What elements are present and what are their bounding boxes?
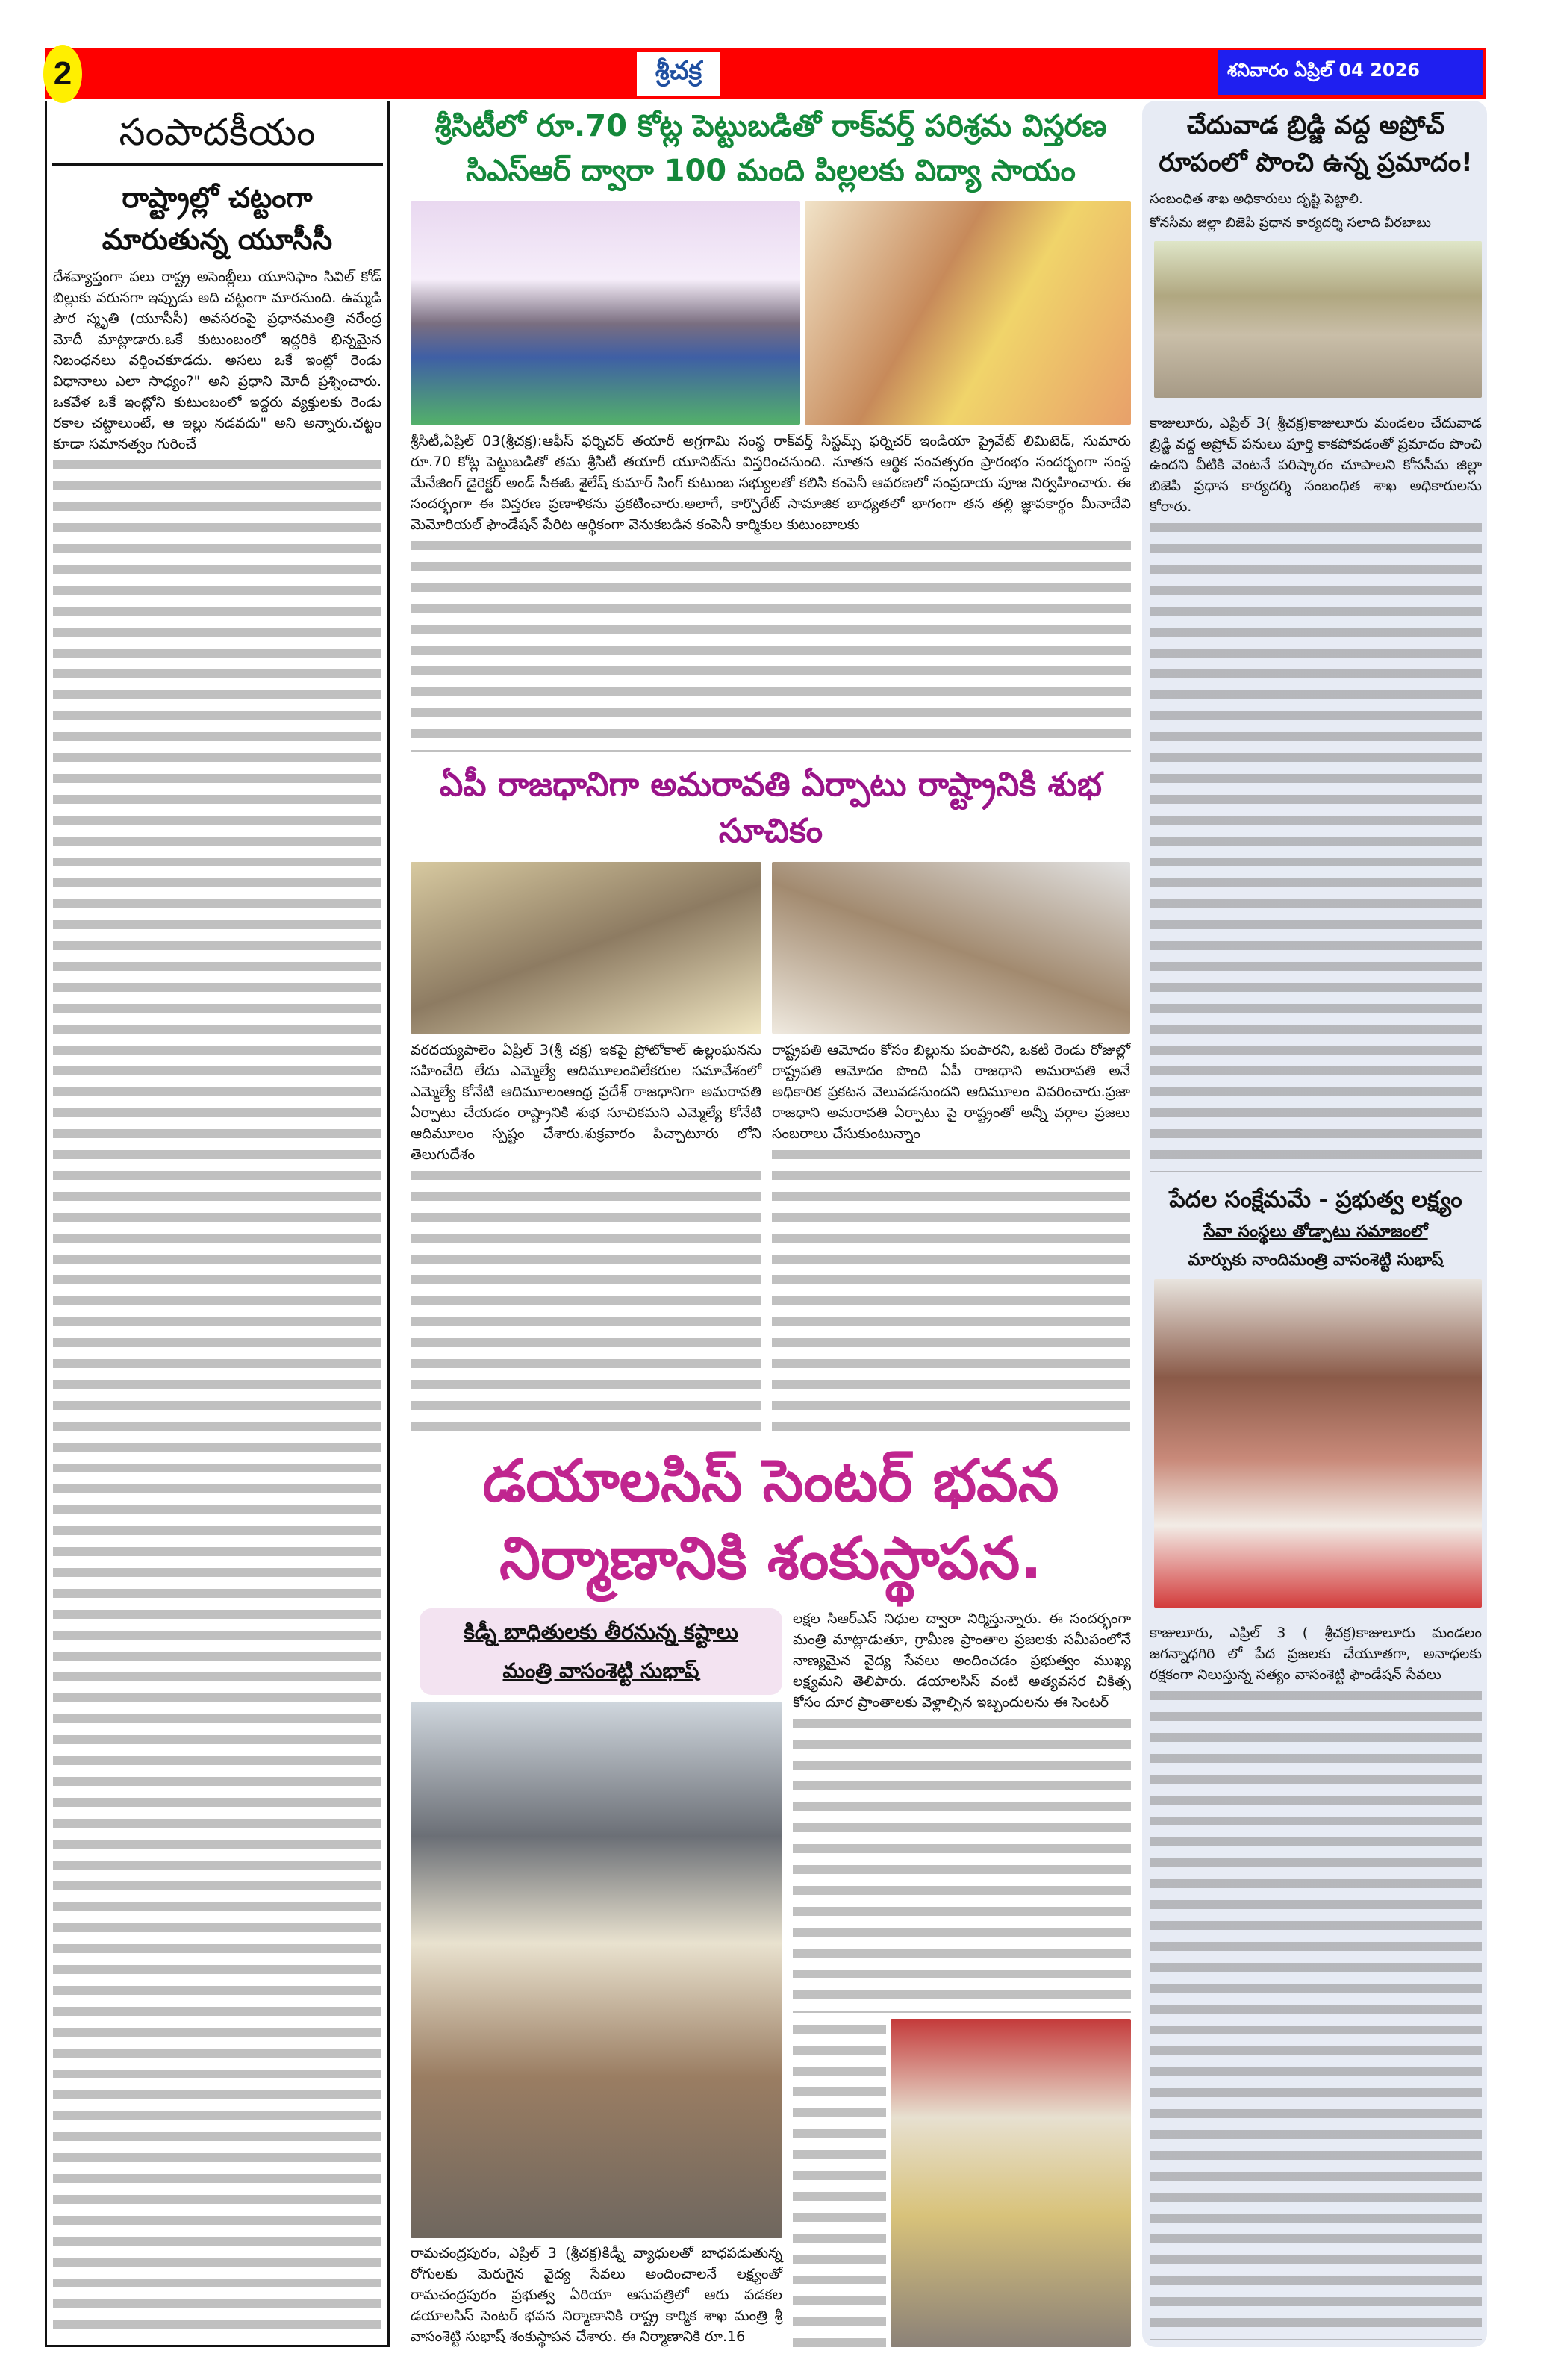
amaravati-body-col1-continued [411,1165,761,1435]
dialysis-body-narrow [793,2019,886,2347]
lead-photos [411,201,1131,425]
dialysis-section [411,1608,1131,2347]
lead-photo-group [411,201,800,425]
amaravati-body-col2: రాష్ట్రపతి ఆమోదం కోసం బిల్లును పంపారని, ఒకటి రెండు రోజుల్లో రాష్ట్రపతి ఆమోదం పొంది ఏపీ రాజధాని అమరావతి అనే అధికారిక ప్రకటన వెలువడనుందని ఆదిమూలం వివరించారు.ప్రజా రాజధాని అమరావతి ఏర్పాటు పై రాష్ట్రంతో అన్నీ వర్గాల ప్రజలు సంబరాలు చేసుకుంటున్నాం [772,1042,1130,1142]
welfare-body: కాజులూరు, ఎప్రిల్ 3 ( శ్రీచక్ర)కాజులూరు మండలం జగన్నాధగిరి లో పేద ప్రజలకు చేయూతగా, అనాధలకు రక్షకంగా నిలుస్తున్న సత్యం వాసంశెట్టి ఫౌండేషన్ సేవలు [1150,1625,1482,1683]
dialysis-ceremony-photo [891,2019,1131,2347]
dialysis-subhead-box: కిడ్నీ బాధితులకు తీరనున్న కష్టాలు మంత్రి వాసంశెట్టి సుభాష్ [420,1608,782,1695]
welfare-photo [1154,1279,1482,1608]
amaravati-photo-meeting [411,862,761,1034]
dialysis-foundation-photo [411,1702,782,2238]
lead-body: శ్రీసిటీ,ఏప్రిల్ 03(శ్రీచక్ర):ఆఫీస్ ఫర్నిచర్ తయారీ అగ్రగామి సంస్థ రాక్‌వర్త్ సిస్టమ్స్ ఫర్నిచర్ ఇండియా ప్రైవేట్ లిమిటెడ్, సుమారు రూ.70 కోట్ల పెట్టుబడితో తమ శ్రీసిటీ తయారీ యూనిట్‌ను విస్తరించనుంది. నూతన ఆర్థిక సంవత్సరం ప్రారంభం సందర్భంగా సంస్థ మేనేజింగ్ డైరెక్టర్ అండ్ సీఈఓ శైలేష్ కుమార్ సింగ్ కుటుంబ సభ్యులతో కలిసి కంపెనీ ఆవరణలో సంప్రదాయ పూజ నిర్వహించారు. ఈ సందర్భంగా ఈ విస్తరణ ప్రణాళికను ప్రకటించారు.అలాగే, కార్పొరేట్ సామాజిక బాధ్యతలో భాగంగా తన తల్లి జ్ఞాపకార్థం మీనాదేవి మెమోరియల్ ఫౌండేషన్ పేరిట ఆర్థికంగా వెనుకబడిన కంపెనీ కార్మికుల కుటుంబాలకు [411,433,1131,533]
bridge-body: కాజులూరు, ఎప్రిల్ 3( శ్రీచక్ర)కాజులూరు మండలం చేదువాడ బ్రిడ్జి వద్ద అప్రోచ్ పనులు పూర్తి కాకపోవడంతో ప్రమాదం పొంచి ఉందని వీటికి వెంటనే పరిష్కారం చూపాలని కోనసీమ జిల్లా బిజెపి ప్రధాన కార్యదర్శి సంబంధిత శాఖ అధికారులను కోరారు. [1150,415,1482,515]
amaravati-body-col2-continued [772,1144,1130,1435]
amaravati-body [411,1040,1131,1435]
bridge-headline: చేదువాడ బ్రిడ్జి వద్ద అప్రోచ్ రూపంలో పొంచి ఉన్న ప్రమాదం! [1159,110,1473,178]
amaravati-col2 [772,1040,1130,1435]
amaravati-photo-group [772,862,1130,1034]
editorial-headline: రాష్ట్రాల్లో చట్టంగా మారుతున్న యూసీసీ [102,181,333,256]
newspaper-logo: శ్రీచక్ర [637,52,720,96]
dialysis-lower [793,2019,1131,2347]
editorial-body: దేశవ్యాప్తంగా పలు రాష్ట్ర అసెంబ్లీలు యూనిఫాం సివిల్ కోడ్ బిల్లుకు వరుసగా ఇప్పుడు అది చట్టంగా మారనుంది. ఉమ్మడి పౌర స్మృతి (యూసీసీ) అవసరంపై ప్రధానమంత్రి నరేంద్ర మోదీ మాట్లాడారు.ఒకే కుటుంబంలో ఇద్దరికి భిన్నమైన నిబంధనలు వర్తించకూడదు. అసలు ఒకే ఇంట్లో రెండు విధానాలు ఎలా సాధ్యం?" అని ప్రధాని మోదీ ప్రశ్నించారు. ఒకవేళ ఒకే ఇంట్లోని కుటుంబంలో ఇద్దరు వ్యక్తులకు రెండు రకాల చట్టాలుంటే, ఆ ఇల్లు నడవదు" అని అన్నారు.చట్టం కూడా సమానత్వం గురించే [53,269,381,452]
dialysis-body-right: లక్షల సిఆర్ఎస్ నిధుల ద్వారా నిర్మిస్తున్నారు. ఈ సందర్భంగా మంత్రి మాట్లాడుతూ, గ్రామీణ ప్రాంతాల ప్రజలకు సమీపంలోనే నాణ్యమైన వైద్య సేవలు అందించడం ప్రభుత్వం ముఖ్య లక్ష్యమని తెలిపారు. డయాలసిస్ వంటి అత్యవసర చికిత్స కోసం దూర ప్రాంతాలకు వెళ్లాల్సిన ఇబ్బందులను ఈ సెంటర్ [793,1611,1131,1711]
dialysis-right [793,1608,1131,2347]
welfare-headline: పేదల సంక్షేమమే - ప్రభుత్వ లక్ష్యం [1169,1187,1462,1213]
editorial-column [45,101,390,2347]
amaravati-photos [411,862,1131,1034]
welfare-body-continued [1150,1685,1482,2340]
dialysis-body-left: రామచంద్రపురం, ఎప్రిల్ 3 (శ్రీచక్ర)కిడ్నీ వ్యాధులతో బాధపడుతున్న రోగులకు మెరుగైన వైద్య సేవలు అందించాలనే లక్ష్యంతో రామచంద్రపురం ప్రభుత్వ ఏరియా ఆసుపత్రిలో ఆరు పడకల డయాలసిస్ సెంటర్ భవన నిర్మాణానికి రాష్ట్ర కార్మిక శాఖ మంత్రి శ్రీ వాసంశెట్టి సుభాష్ శంకుస్థాపన చేశారు. ఈ నిర్మాణానికి రూ.16 [411,2245,782,2345]
dialysis-left [411,1608,782,2347]
lead-headline: శ్రీసిటీలో రూ.70 కోట్ల పెట్టుబడితో రాక్‌వర్త్ పరిశ్రమ విస్తరణ సిఎస్ఆర్ ద్వారా 100 మంది పిల్లలకు విద్యా సాయం [434,109,1107,188]
issue-date: శనివారం ఏప్రిల్ 04 2026 [1218,50,1483,95]
editorial-body-continued [53,455,381,2339]
bridge-body-continued [1150,517,1482,1172]
editorial-section-title: సంపాదకీయం [52,101,383,166]
lead-photo-award [805,201,1131,425]
amaravati-body-col1: వరదయ్యపాలెం ఏప్రిల్ 3(శ్రీ చక్ర) ఇకపై ప్రోటోకాల్ ఉల్లంఘనను సహించేది లేదు ఎమ్మెల్యే ఆదిమూలంవిలేకరుల సమావేశంలో ఎమ్మెల్యే కోనేటి ఆదిమూలంఆంధ్ర ప్రదేశ్ రాజధానిగా అమరావతి ఏర్పాటు చేయడం రాష్ట్రానికి శుభ సూచికమని ఎమ్మెల్యే కోనేటి ఆదిమూలం స్పష్టం చేశారు.శుక్రవారం పిచ్చాటూరు లోని తెలుగుదేశం [411,1042,761,1163]
lead-body-continued [411,535,1131,752]
right-column [1150,101,1482,2347]
amaravati-col1 [411,1040,761,1435]
page-number: 2 [43,45,82,103]
dialysis-headline: డయాలసిస్ సెంటర్ భవన నిర్మాణానికి శంకుస్థాపన. [482,1448,1059,1593]
bridge-site-photo [1154,241,1482,398]
bridge-subheads: సంబంధిత శాఖ అధికారులు దృష్టి పెట్టాలి. కోనసీమ జిల్లా బిజెపి ప్రధాన కార్యదర్శి సలాది వీరబాబు [1150,191,1431,231]
dialysis-body-right-continued [793,1713,1131,2013]
middle-column [411,101,1131,2347]
amaravati-headline: ఏపీ రాజధానిగా అమరావతి ఏర్పాటు రాష్ట్రానికి శుభ సూచికం [440,766,1102,850]
welfare-subheads: సేవా సంస్థలు తోడ్పాటు సమాజంలో మార్పుకు నాందిమంత్రి వాసంశెట్టి సుభాష్ [1188,1222,1444,1269]
